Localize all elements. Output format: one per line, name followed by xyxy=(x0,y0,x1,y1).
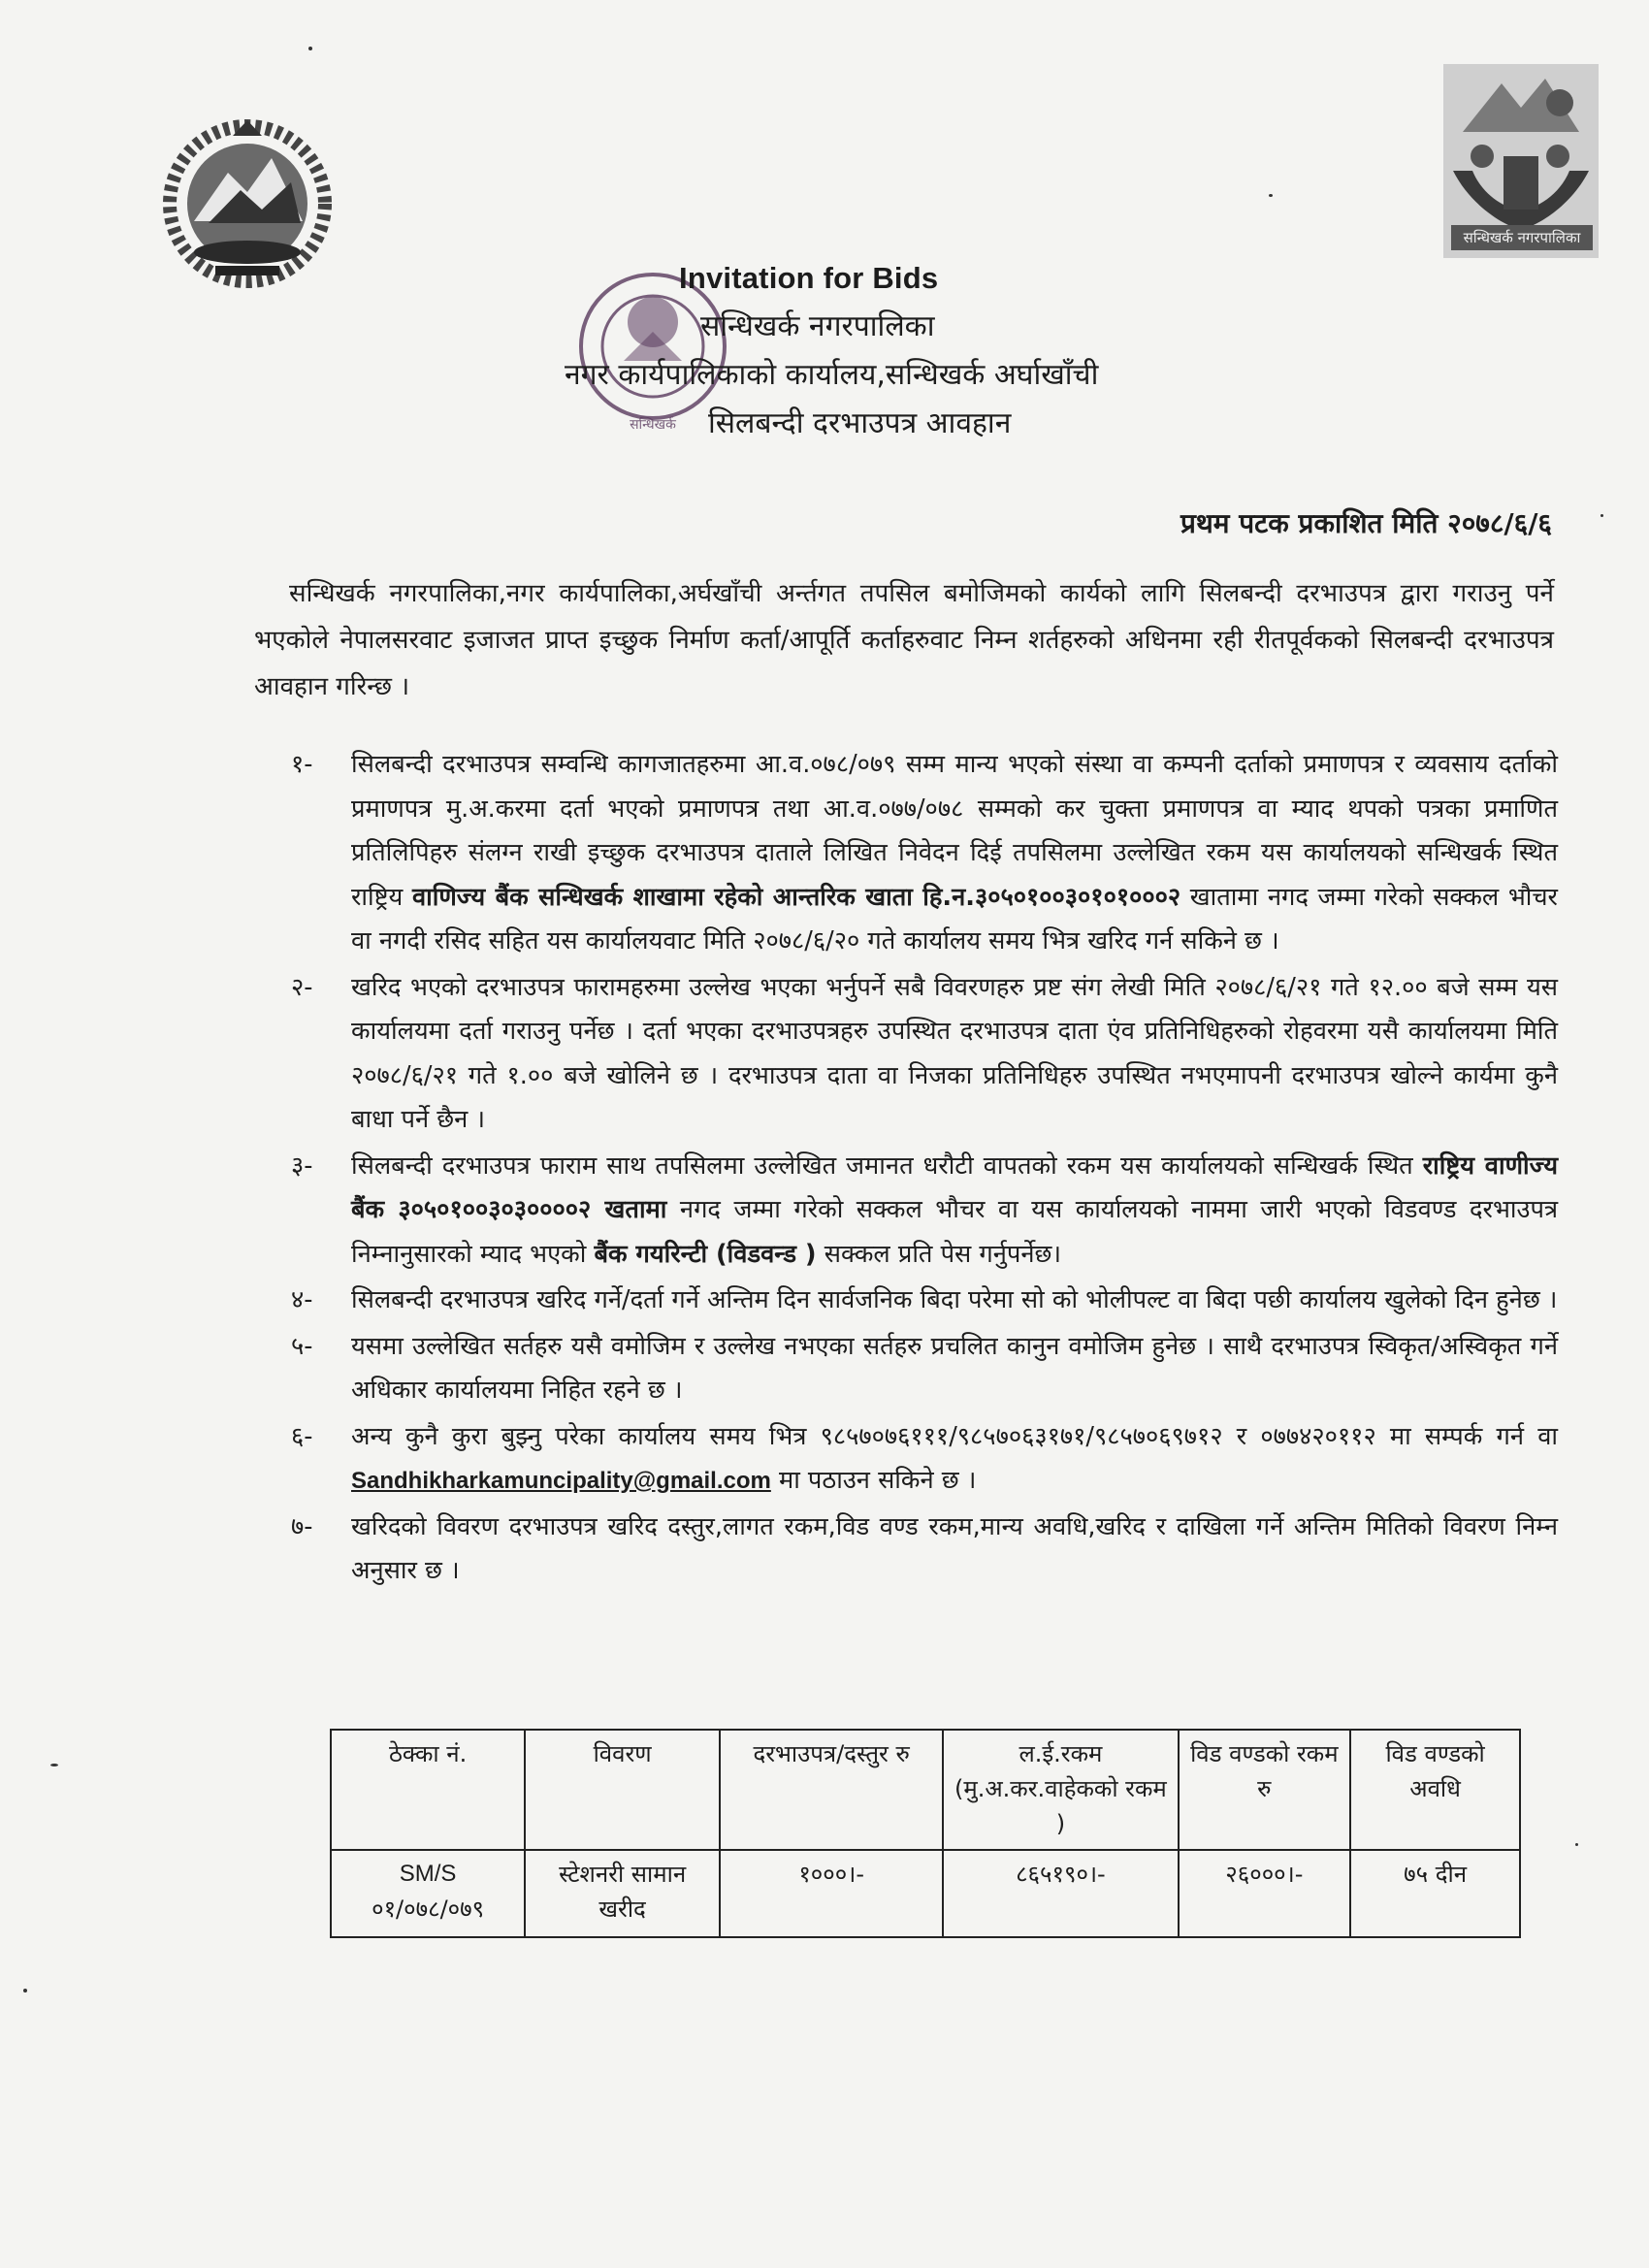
table-header-cell: दरभाउपत्र/दस्तुर रु xyxy=(720,1730,943,1850)
condition-text: अन्य कुनै कुरा बुझ्नु परेका कार्यालय समय भित्र ९८५७०७६१११/९८५७०६३१७१/९८५७०६९७१२ र ०७७४२०११२ मा सम्पर्क गर्न वा xyxy=(351,1421,1558,1451)
intro-paragraph: सन्धिखर्क नगरपालिका,नगर कार्यपालिका,अर्घखाँची अर्न्तगत तपसिल बमोजिमको कार्यको लागि सिलबन्दी दरभाउपत्र द्वारा गराउनु पर्ने भएकोले नेपालसरवाट इजाजत प्राप्त इच्छुक निर्माण कर्ता/आपूर्ति कर्ताहरुवाट निम्न शर्तहरुको अधिनमा रही रीतपूर्वकको सिलबन्दी दरभाउपत्र आवहान गरिन्छ । xyxy=(254,579,1554,701)
condition-item-4 xyxy=(291,1279,1558,1323)
condition-number: १- xyxy=(291,750,313,779)
office-name: नगर कार्यपालिकाको कार्यालय,सन्धिखर्क अर्घाखाँची xyxy=(565,358,1099,392)
bid-details-table xyxy=(330,1729,1521,1938)
table-header-cell: ठेक्का नं. xyxy=(331,1730,525,1850)
municipality-logo-caption: सन्धिखर्क नगरपालिका xyxy=(1451,225,1593,250)
scan-speck xyxy=(1600,514,1603,517)
nepal-emblem-logo xyxy=(155,114,340,289)
publication-date: प्रथम पटक प्रकाशित मिति २०७८/६/६ xyxy=(1180,507,1552,539)
municipality-name: सन्धिखर्क नगरपालिका xyxy=(700,309,935,343)
contract-number-suffix: ०१/०७८/०७९ xyxy=(372,1895,485,1923)
condition-number: ६- xyxy=(291,1421,313,1451)
table-row xyxy=(331,1850,1520,1937)
contract-number-prefix: SM/S xyxy=(399,1861,457,1887)
condition-text: खरिदको विवरण दरभाउपत्र खरिद दस्तुर,लागत रकम,विड वण्ड रकम,मान्य अवधि,खरिद र दाखिला गर्ने अन्तिम मितिको विवरण निम्न अनुसार छ । xyxy=(351,1511,1558,1585)
condition-number: ५- xyxy=(291,1331,313,1361)
conditions-list xyxy=(291,743,1558,1596)
scan-speck xyxy=(1575,1843,1578,1846)
condition-item-5 xyxy=(291,1325,1558,1413)
table-header-cell: विड वण्डको रकम रु xyxy=(1179,1730,1351,1850)
document-title: Invitation for Bids xyxy=(679,261,939,295)
condition-number: ४- xyxy=(291,1285,313,1314)
condition-text: सिलबन्दी दरभाउपत्र फाराम साथ तपसिलमा उल्लेखित जमानत धरौटी वापतको रकम यस कार्यालयको सन्धिखर्क स्थित xyxy=(351,1150,1413,1181)
bond-period-cell: ७५ दीन xyxy=(1350,1850,1520,1937)
condition-text-end: सक्कल प्रति पेस गर्नुपर्नेछ। xyxy=(824,1239,1062,1269)
contact-email-link[interactable]: Sandhikharkamuncipality@gmail.com xyxy=(351,1468,771,1494)
bank-account-text: वाणिज्य बैंक सन्धिखर्क शाखामा रहेको आन्तरिक खाता हि.न.३०५०१००३०१०१०००२ xyxy=(411,882,1181,912)
condition-number: ३- xyxy=(291,1150,313,1181)
condition-item-1 xyxy=(291,743,1558,964)
condition-item-6 xyxy=(291,1415,1558,1504)
condition-number: ७- xyxy=(291,1511,313,1541)
condition-number: २- xyxy=(291,972,313,1002)
scan-speck xyxy=(23,1989,27,1993)
fee-cell: १०००।- xyxy=(720,1850,943,1937)
table-header-row xyxy=(331,1730,1520,1850)
cost-estimate-cell: ८६५१९०।- xyxy=(943,1850,1178,1937)
svg-text:सन्धिखर्क: सन्धिखर्क xyxy=(630,417,676,433)
condition-item-2 xyxy=(291,966,1558,1143)
notice-subject: सिलबन्दी दरभाउपत्र आवहान xyxy=(708,406,1012,440)
bank-guarantee-text: बैंक गयरिन्टी (विडवन्ड ) xyxy=(594,1239,817,1269)
document-header xyxy=(565,254,1164,448)
table-header-cell: विवरण xyxy=(525,1730,720,1850)
contract-number-cell xyxy=(331,1850,525,1937)
bank-account-text: राष्ट्रिय वाणीज्य बैंक ३०५०१००३०३००००२ खतामा xyxy=(351,1150,1559,1224)
condition-text-cont: खातामा नगद जम्मा गरेको सक्कल भौचर वा नगदी रसिद सहित यस कार्यालयवाट मिति २०७८/६/२० गते कार्यालय समय भित्र खरिद गर्न सकिने छ । xyxy=(351,882,1558,956)
condition-text: यसमा उल्लेखित सर्तहरु यसै वमोजिम र उल्लेख नभएका सर्तहरु प्रचलित कानुन वमोजिम हुनेछ । साथै दरभाउपत्र स्विकृत/अस्विकृत गर्ने अधिकार कार्यालयमा निहित रहने छ । xyxy=(351,1331,1558,1405)
scan-speck xyxy=(308,47,312,50)
condition-item-7 xyxy=(291,1506,1558,1594)
table-header-cell: विड वण्डको अवधि xyxy=(1350,1730,1520,1850)
condition-item-3 xyxy=(291,1145,1558,1278)
description-cell: स्टेशनरी सामान खरीद xyxy=(525,1850,720,1937)
scan-speck xyxy=(50,1764,58,1766)
scan-speck xyxy=(1269,194,1273,197)
condition-text: सिलबन्दी दरभाउपत्र सम्वन्धि कागजातहरुमा आ.व.०७८/०७९ सम्म मान्य भएको संस्था वा कम्पनी दर्ताको प्रमाणपत्र र व्यवसाय दर्ताको प्रमाणपत्र मु.अ.करमा दर्ता भएको प्रमाणपत्र तथा आ.व.०७७/०७८ सम्मको कर चुक्ता प्रमाणपत्र वा म्याद थपको पत्रका प्रमाणित प्रतिलिपिहरु संलग्न राखी इच्छुक दरभाउपत्र दाताले लिखित निवेदन दिई तपसिलमा उल्लेखित रकम यस कार्यालयको सन्धिखर्क स्थित राष्ट्रिय xyxy=(351,750,1558,912)
condition-text-cont: नगद जम्मा गरेको सक्कल भौचर वा यस कार्यालयको नाममा जारी भएको विडवण्ड दरभाउपत्र निम्नानुसारको म्याद भएको xyxy=(351,1195,1559,1269)
condition-text-cont: मा पठाउन सकिने छ । xyxy=(778,1466,977,1495)
bid-bond-cell: २६०००।- xyxy=(1179,1850,1351,1937)
table-header-cell: ल.ई.रकम (मु.अ.कर.वाहेकको रकम ) xyxy=(943,1730,1178,1850)
condition-text: सिलबन्दी दरभाउपत्र खरिद गर्ने/दर्ता गर्ने अन्तिम दिन सार्वजनिक बिदा परेमा सो को भोलीपल्ट वा बिदा पछी कार्यालय खुलेको दिन हुनेछ । xyxy=(351,1285,1558,1314)
condition-text: खरिद भएको दरभाउपत्र फारामहरुमा उल्लेख भएका भर्नुपर्ने सबै विवरणहरु प्रष्ट संग लेखी मिति २०७८/६/२१ गते १२.०० बजे सम्म यस कार्यालयमा दर्ता गराउनु पर्नेछ । दर्ता भएका दरभाउपत्रहरु उपस्थित दरभाउपत्र दाता एंव प्रतिनिधिहरुको रोहवरमा यसै कार्यालयमा मिति २०७८/६/२१ गते १.०० बजे खोलिने छ । दरभाउपत्र दाता वा निजका प्रतिनिधिहरु उपस्थित नभएमापनी दरभाउपत्र खोल्ने कार्यमा कुनै बाधा पर्ने छैन । xyxy=(351,972,1558,1134)
